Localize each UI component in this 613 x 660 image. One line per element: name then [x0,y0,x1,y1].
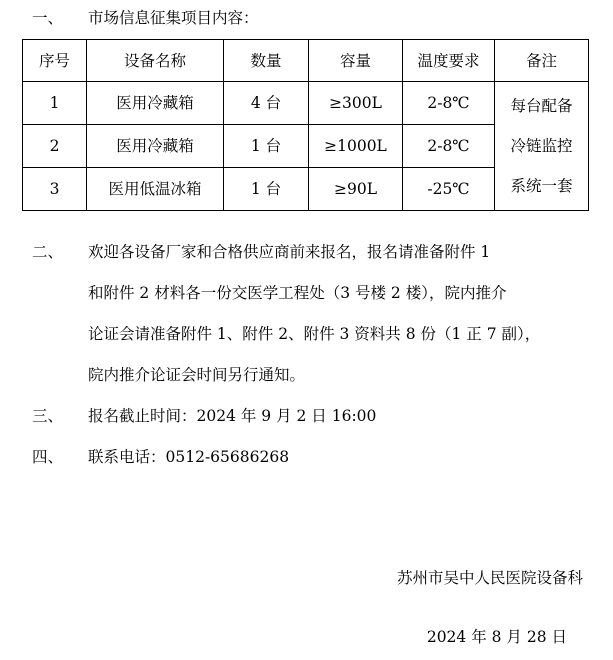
section-1-title: 市场信息征集项目内容： [88,9,259,27]
section-2-line: 院内推介论证会时间另行通知。 [88,366,306,384]
section-1-heading [32,6,259,30]
table-header-row [23,40,589,82]
header-cell-name: 设备名称 [87,40,224,82]
cell-temp: 2-8℃ [403,82,495,125]
cell-capacity: ≥300L [309,82,403,125]
header-cell-qty: 数量 [224,40,309,82]
section-1-number: 一、 [32,9,64,27]
table-row [23,82,589,125]
section-3-number: 三、 [32,407,64,425]
cell-no: 2 [23,125,87,168]
cell-name: 医用低温冰箱 [87,168,224,211]
signature-organization: 苏州市吴中人民医院设备科 [396,569,583,587]
section-2-number: 二、 [32,243,64,261]
section-2-line: 和附件 2 材料各一份交医学工程处（3 号楼 2 楼），院内推介 [88,284,507,302]
signature-date: 2024 年 8 月 28 日 [426,628,567,646]
remark-line: 每台配备 [510,97,573,115]
section-2-body [88,232,613,396]
cell-qty: 1 台 [224,125,309,168]
header-cell-remark: 备注 [495,40,589,82]
cell-capacity: ≥90L [309,168,403,211]
contact-phone-text: 联系电话：0512-65686268 [88,448,290,466]
cell-name: 医用冷藏箱 [87,82,224,125]
deadline-text: 报名截止时间：2024 年 9 月 2 日 16:00 [88,407,377,425]
remark-line: 冷链监控 [510,137,573,155]
cell-temp: -25℃ [403,168,495,211]
cell-temp: 2-8℃ [403,125,495,168]
remark-line: 系统一套 [510,177,573,195]
header-cell-capacity: 容量 [309,40,403,82]
header-cell-temp: 温度要求 [403,40,495,82]
cell-no: 1 [23,82,87,125]
cell-qty: 1 台 [224,168,309,211]
cell-remark [495,82,589,211]
section-2-line: 论证会请准备附件 1、附件 2、附件 3 资料共 8 份（1 正 7 副）， [88,325,541,343]
cell-qty: 4 台 [224,82,309,125]
section-2-line: 欢迎各设备厂家和合格供应商前来报名，报名请准备附件 1 [88,243,491,261]
section-4-number: 四、 [32,448,64,466]
equipment-table [22,39,589,211]
header-cell-no: 序号 [23,40,87,82]
cell-name: 医用冷藏箱 [87,125,224,168]
cell-capacity: ≥1000L [309,125,403,168]
cell-no: 3 [23,168,87,211]
